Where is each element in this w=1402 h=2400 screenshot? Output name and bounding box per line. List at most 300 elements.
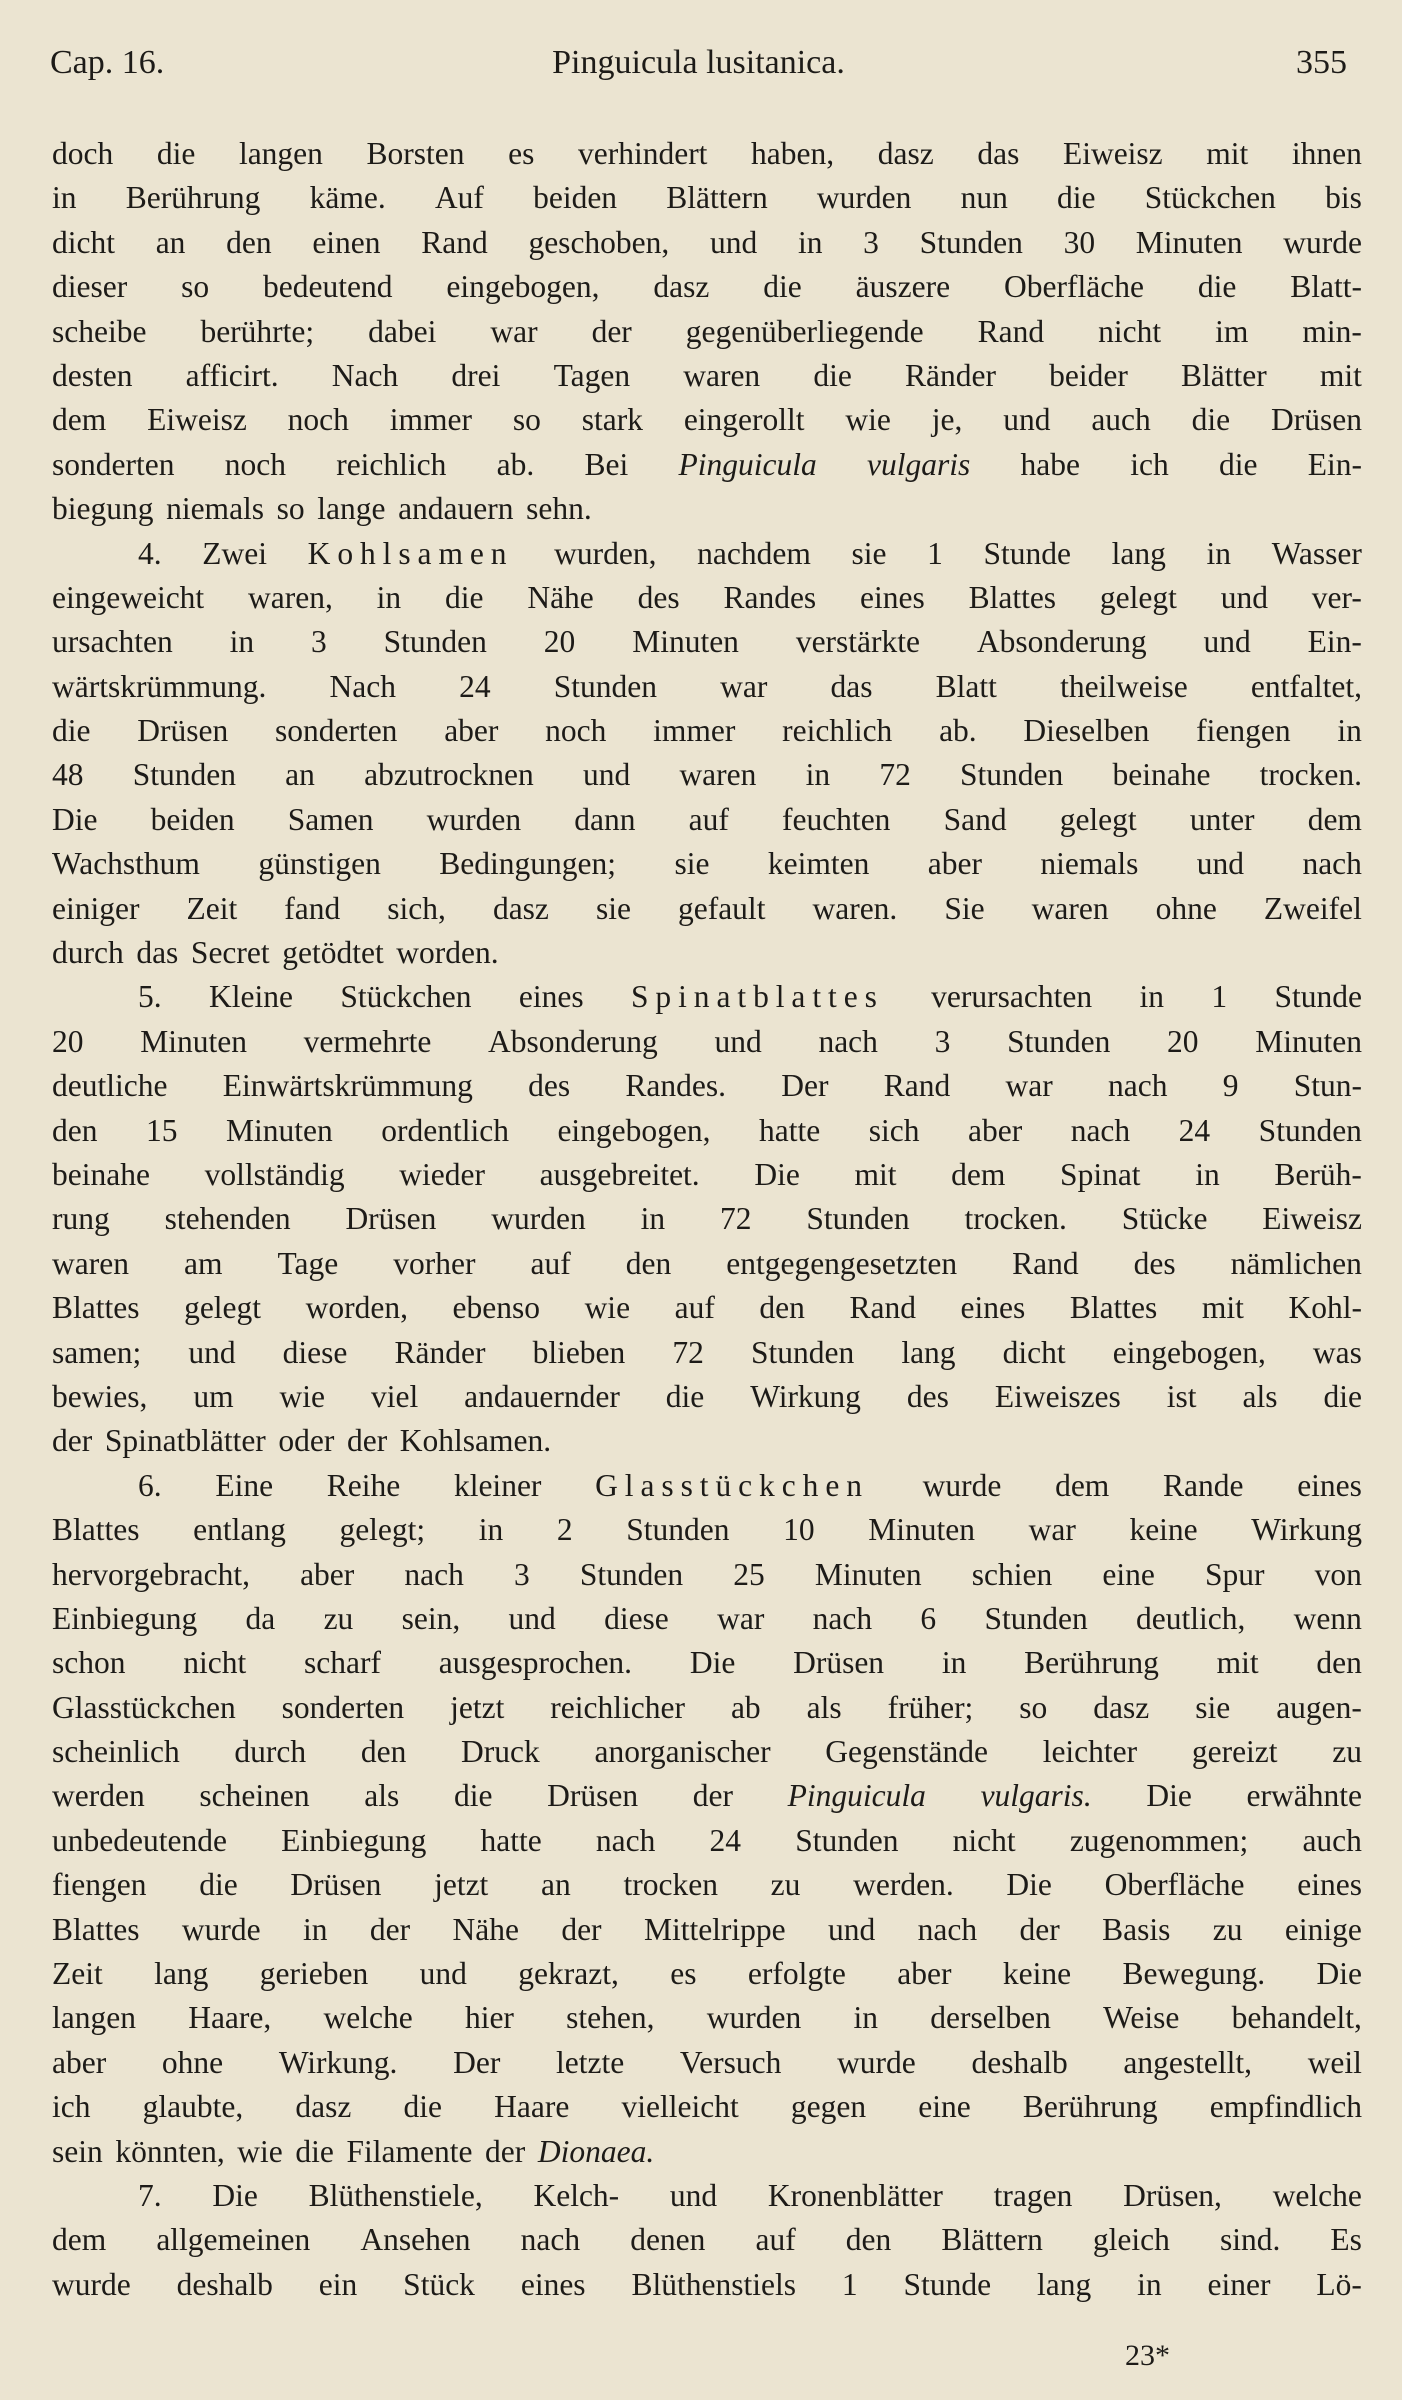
word: Druck	[461, 1734, 540, 1770]
word: der	[591, 313, 632, 349]
word: beinahe	[52, 1156, 150, 1192]
word: gelegt	[184, 1290, 262, 1326]
text-line	[52, 1286, 1362, 1330]
word: eines	[960, 1290, 1026, 1326]
word: Minuten	[868, 1512, 975, 1548]
word: die	[156, 136, 196, 171]
word: zugenommen;	[1069, 1822, 1249, 1858]
word: sonderten	[274, 713, 398, 749]
word: Bei	[584, 446, 629, 482]
word: früher;	[887, 1689, 974, 1725]
word: Drüsen	[1271, 402, 1362, 438]
word: vielleicht	[621, 2089, 739, 2125]
word: biegung	[52, 491, 154, 527]
word: keimten	[767, 846, 870, 882]
word: Die	[754, 1156, 800, 1192]
word: Stunden	[806, 1201, 910, 1237]
word: haben,	[751, 136, 835, 171]
word: Sand	[943, 801, 1007, 837]
word: mit	[854, 1156, 897, 1192]
word: ausgesprochen.	[438, 1645, 633, 1681]
word: eines	[1297, 1867, 1362, 1903]
text-line	[52, 753, 1362, 797]
text-line	[52, 1686, 1362, 1730]
word: eines	[860, 579, 925, 615]
word: 7.	[138, 2177, 162, 2213]
text-line	[52, 1197, 1362, 1241]
word: vulgaris	[867, 446, 971, 482]
word: Berüh-	[1274, 1156, 1362, 1192]
word: die	[1197, 269, 1237, 305]
word: vorher	[393, 1245, 476, 1281]
word: so	[1019, 1689, 1048, 1725]
word: Randes.	[625, 1068, 727, 1104]
word: Spinatblattes	[630, 979, 884, 1015]
word: Stunden	[132, 757, 236, 793]
word: welche	[1272, 2177, 1362, 2213]
word: Einwärtskrümmung	[222, 1068, 473, 1104]
word: Tage	[277, 1245, 339, 1281]
word: wurden	[491, 1201, 586, 1237]
word: Eiweisz	[147, 402, 247, 438]
word: sie	[1195, 1689, 1231, 1725]
paragraph	[52, 2174, 1362, 2307]
word: bis	[1325, 180, 1362, 216]
word: der	[346, 1423, 388, 1459]
paragraph	[52, 132, 1362, 532]
word: rung	[52, 1201, 110, 1237]
word: waren	[52, 1245, 129, 1281]
word: erwähnte	[1246, 1778, 1362, 1814]
word: Die	[212, 2177, 258, 2213]
word: gefault	[677, 890, 766, 926]
text-line	[52, 1863, 1362, 1907]
word: 24	[459, 668, 491, 704]
word: entlang	[193, 1512, 286, 1548]
word: wenn	[1293, 1600, 1362, 1636]
word: dasz	[877, 136, 934, 171]
word: ein	[318, 2266, 358, 2302]
word: dasz	[653, 269, 710, 305]
text-line	[52, 265, 1362, 309]
text-line	[52, 1375, 1362, 1419]
word: den	[759, 1290, 805, 1326]
word: einige	[1284, 1911, 1362, 1947]
text-line	[52, 798, 1362, 842]
word: theilweise	[1060, 668, 1188, 704]
word: im	[1215, 313, 1249, 349]
word: 24	[709, 1822, 742, 1858]
word: sie	[595, 890, 631, 926]
word: sehn.	[526, 491, 592, 527]
word: den	[845, 2222, 892, 2258]
word: und	[188, 1334, 236, 1370]
word: nach	[917, 1911, 978, 1947]
text-line	[52, 975, 1362, 1019]
word: eingebogen,	[446, 269, 600, 305]
word: Nach	[331, 357, 399, 393]
text-line	[52, 1553, 1362, 1597]
word: deshalb	[176, 2266, 273, 2302]
word: 48	[52, 757, 84, 793]
word: Glasstückchen	[595, 1467, 869, 1503]
word: reichlich	[336, 446, 447, 482]
word: und	[714, 1023, 762, 1059]
word: Zwei	[202, 535, 267, 571]
word: hervorgebracht,	[52, 1556, 250, 1592]
word: wie	[845, 402, 891, 438]
word: die	[453, 1778, 493, 1814]
word: lang	[1036, 2266, 1092, 2302]
word: die	[403, 2089, 443, 2125]
word: am	[183, 1245, 223, 1281]
word: in	[52, 180, 77, 216]
word: dabei	[368, 313, 437, 349]
word: eine	[918, 2089, 971, 2125]
text-line	[52, 1464, 1362, 1508]
word: zu	[323, 1600, 354, 1636]
word: wurde	[181, 1911, 261, 1947]
word: eingebogen,	[557, 1112, 711, 1148]
word: auch	[1302, 1822, 1362, 1858]
word: den	[1316, 1645, 1362, 1681]
word: käme.	[309, 180, 386, 216]
word: zu	[770, 1867, 801, 1903]
word: dem	[951, 1156, 1006, 1192]
word: dasz	[492, 890, 549, 926]
word: Stunden	[984, 1600, 1088, 1636]
word: vollständig	[204, 1156, 345, 1192]
word: denen	[630, 2222, 706, 2258]
word: niemals	[1040, 846, 1139, 882]
word: eingebogen,	[1112, 1334, 1266, 1370]
running-title: Pinguicula lusitanica.	[552, 44, 845, 81]
word: sonderten	[52, 446, 175, 482]
word: Stunde	[903, 2266, 992, 2302]
word: waren	[683, 357, 761, 393]
word: Pinguicula	[678, 446, 817, 482]
word: tragen	[993, 2177, 1073, 2213]
word: Drüsen	[547, 1778, 639, 1814]
text-line	[52, 1020, 1362, 1064]
word: reichlich	[782, 713, 893, 749]
word: anorganischer	[594, 1734, 771, 1770]
text-line	[52, 2174, 1362, 2218]
text-line	[52, 2130, 1362, 2174]
word: ver-	[1311, 579, 1362, 615]
text-line	[52, 310, 1362, 354]
word: aber	[927, 846, 982, 882]
word: samen;	[52, 1334, 142, 1370]
word: andauern	[398, 491, 514, 527]
word: des	[528, 1068, 571, 1104]
word: je,	[931, 402, 963, 438]
word: die	[1191, 402, 1231, 438]
word: dasz	[1093, 1689, 1150, 1725]
word: in	[229, 624, 255, 660]
word: auf	[755, 2222, 796, 2258]
word: und	[1203, 624, 1251, 660]
word: ich	[52, 2089, 91, 2125]
text-line	[52, 176, 1362, 220]
word: aber	[300, 1556, 355, 1592]
word: durch	[52, 935, 124, 971]
word: Drüsen	[793, 1645, 885, 1681]
word: so	[512, 402, 541, 438]
word: in	[1137, 2266, 1162, 2302]
word: 20	[543, 624, 576, 660]
word: Zweifel	[1263, 890, 1362, 926]
word: in	[1195, 1156, 1220, 1192]
word: Blüthenstiele,	[308, 2177, 483, 2213]
text-line	[52, 1996, 1362, 2040]
word: in	[1206, 535, 1232, 571]
word: vermehrte	[303, 1023, 432, 1059]
word: so	[276, 491, 305, 527]
word: Blattes	[1069, 1290, 1158, 1326]
word: Wachsthum	[52, 846, 200, 882]
word: immer	[653, 713, 736, 749]
word: die	[445, 579, 484, 615]
word: Stunden	[919, 224, 1023, 260]
word: weil	[1307, 2044, 1362, 2080]
word: ihnen	[1291, 136, 1362, 171]
word: derselben	[930, 2000, 1051, 2036]
word: zu	[1212, 1911, 1243, 1947]
word: Kohlsamen.	[399, 1423, 552, 1459]
word: lange	[317, 491, 386, 527]
word: 3	[514, 1556, 530, 1592]
text-line	[52, 2085, 1362, 2129]
word: an	[285, 757, 315, 793]
word: aber	[444, 713, 499, 749]
word: ist	[1166, 1378, 1197, 1414]
text-line	[52, 1508, 1362, 1552]
text-line	[52, 398, 1362, 442]
word: langen	[238, 136, 323, 171]
word: Blattes	[52, 1512, 140, 1548]
word: in	[805, 757, 831, 793]
word: Berührung	[125, 180, 261, 216]
word: mit	[1201, 1290, 1244, 1326]
word: die	[199, 1867, 238, 1903]
word: gelegt	[1059, 801, 1137, 837]
word: 6	[920, 1600, 937, 1636]
word: getödtet	[282, 935, 384, 971]
word: Sie	[944, 890, 985, 926]
word: Ränder	[904, 357, 996, 393]
word: worden.	[396, 935, 499, 971]
word: Absonderung	[488, 1023, 658, 1059]
word: Die	[52, 801, 98, 837]
word: Stücke	[1121, 1201, 1208, 1237]
word: gleich	[1092, 2222, 1170, 2258]
word: Weise	[1103, 2000, 1180, 2036]
word: dann	[574, 801, 636, 837]
word: war	[717, 1600, 765, 1636]
text-line	[52, 1331, 1362, 1375]
word: Der	[781, 1068, 829, 1104]
word: dem	[52, 402, 107, 438]
paragraph	[52, 1464, 1362, 2174]
word: Stückchen	[340, 979, 472, 1015]
text-line	[52, 620, 1362, 664]
word: der	[52, 1423, 93, 1459]
word: nicht	[952, 1822, 1016, 1858]
word: 15	[145, 1112, 178, 1148]
word: 1	[1211, 979, 1228, 1015]
word: ab.	[496, 446, 535, 482]
word: worden,	[305, 1290, 408, 1326]
word: 72	[672, 1334, 704, 1370]
word: lang	[901, 1334, 956, 1370]
word: waren,	[248, 579, 333, 615]
word: Stunden	[750, 1334, 855, 1370]
word: unter	[1189, 801, 1255, 837]
word: auch	[1091, 402, 1151, 438]
word: wie	[279, 1378, 326, 1414]
word: einiger	[52, 890, 140, 926]
word: Secret	[190, 935, 270, 971]
word: auf	[688, 801, 729, 837]
text-line	[52, 887, 1362, 931]
word: 5.	[138, 979, 162, 1015]
word: wurde	[1283, 224, 1362, 260]
word: Stun-	[1293, 1068, 1362, 1104]
word: 3	[934, 1023, 951, 1059]
word: Stunde	[983, 535, 1072, 571]
word: diese	[604, 1600, 669, 1636]
word: zu	[1332, 1734, 1362, 1770]
word: Rand	[977, 313, 1045, 349]
word: als	[1242, 1378, 1278, 1414]
word: beinahe	[1112, 757, 1211, 793]
word: die	[52, 713, 91, 749]
word: deutliche	[52, 1068, 168, 1104]
word: da	[245, 1600, 276, 1636]
text-line	[52, 221, 1362, 265]
word: wie	[237, 2133, 283, 2169]
text-line	[52, 1109, 1362, 1153]
word: deshalb	[971, 2044, 1068, 2080]
word: sich	[868, 1112, 920, 1148]
word: andauernder	[464, 1378, 620, 1414]
word: hatte	[480, 1822, 542, 1858]
word: stark	[581, 402, 643, 438]
word: und	[582, 757, 631, 793]
word: Rand	[421, 224, 488, 260]
word: 20	[1167, 1023, 1199, 1059]
word: dem	[1307, 801, 1362, 837]
word: verhindert	[577, 136, 708, 171]
word: trocken.	[1259, 757, 1362, 793]
word: Eine	[215, 1467, 274, 1503]
word: einer	[1207, 2266, 1271, 2302]
word: Stunden	[960, 757, 1064, 793]
word: mit	[1216, 1645, 1259, 1681]
word: das	[977, 136, 1020, 171]
word: 4.	[138, 535, 162, 571]
text-line	[52, 1774, 1362, 1818]
word: reichlicher	[550, 1689, 685, 1725]
word: Rand	[883, 1068, 951, 1104]
word: Die	[689, 1645, 736, 1681]
word: Haare,	[188, 2000, 272, 2036]
word: Stunden	[1007, 1023, 1111, 1059]
word: und	[669, 2177, 718, 2213]
word: Der	[453, 2044, 501, 2080]
word: 2	[556, 1512, 573, 1548]
word: eine	[1102, 1556, 1155, 1592]
word: Wirkung.	[278, 2044, 398, 2080]
word: oder	[278, 1423, 335, 1459]
text-line	[52, 1908, 1362, 1952]
word: durch	[234, 1734, 307, 1770]
word: Die	[1316, 1956, 1362, 1992]
word: Stunden	[553, 668, 658, 704]
body-text	[52, 132, 1362, 2307]
word: Ein-	[1307, 624, 1362, 660]
word: wieder	[399, 1156, 485, 1192]
word: nach	[520, 2222, 581, 2258]
word: allgemeinen	[156, 2222, 311, 2258]
text-line	[52, 1153, 1362, 1197]
word: immer	[389, 402, 472, 438]
word: eines	[518, 979, 584, 1015]
word: Tagen	[553, 357, 631, 393]
word: an	[541, 1867, 571, 1903]
word: empfindlich	[1209, 2089, 1362, 2125]
word: Randes	[723, 579, 817, 615]
word: angestellt,	[1123, 2044, 1252, 2080]
word: schon	[52, 1645, 126, 1681]
word: das	[830, 668, 873, 704]
word: Versuch	[679, 2044, 782, 2080]
word: doch	[52, 136, 114, 171]
word: von	[1314, 1556, 1362, 1592]
word: an	[155, 224, 186, 260]
word: den	[52, 1112, 98, 1148]
word: dieser	[52, 269, 128, 305]
word: fiengen	[52, 1867, 147, 1903]
word: Kohlsamen	[307, 535, 514, 571]
word: bedeutend	[263, 269, 393, 305]
word: Gegenstände	[825, 1734, 988, 1770]
word: als	[364, 1778, 400, 1814]
word: Lö-	[1316, 2266, 1362, 2302]
word: afficirt.	[185, 357, 279, 393]
text-line	[52, 2041, 1362, 2085]
word: Nähe	[452, 1911, 519, 1947]
word: niemals	[166, 491, 265, 527]
paragraph	[52, 975, 1362, 1463]
word: 20	[52, 1023, 84, 1059]
word: Es	[1330, 2222, 1362, 2258]
word: wurde	[837, 2044, 916, 2080]
word: Blüthenstiels	[631, 2266, 796, 2302]
word: und	[1003, 402, 1051, 438]
word: stehen,	[566, 2000, 655, 2036]
word: viel	[370, 1378, 419, 1414]
word: wurden	[706, 2000, 802, 2036]
text-line	[52, 576, 1362, 620]
word: Rand	[1012, 1245, 1079, 1281]
word: in	[941, 1645, 967, 1681]
word: dem	[1055, 1467, 1110, 1503]
word: 72	[879, 757, 911, 793]
word: dicht	[1002, 1334, 1066, 1370]
word: Blattes	[968, 579, 1057, 615]
